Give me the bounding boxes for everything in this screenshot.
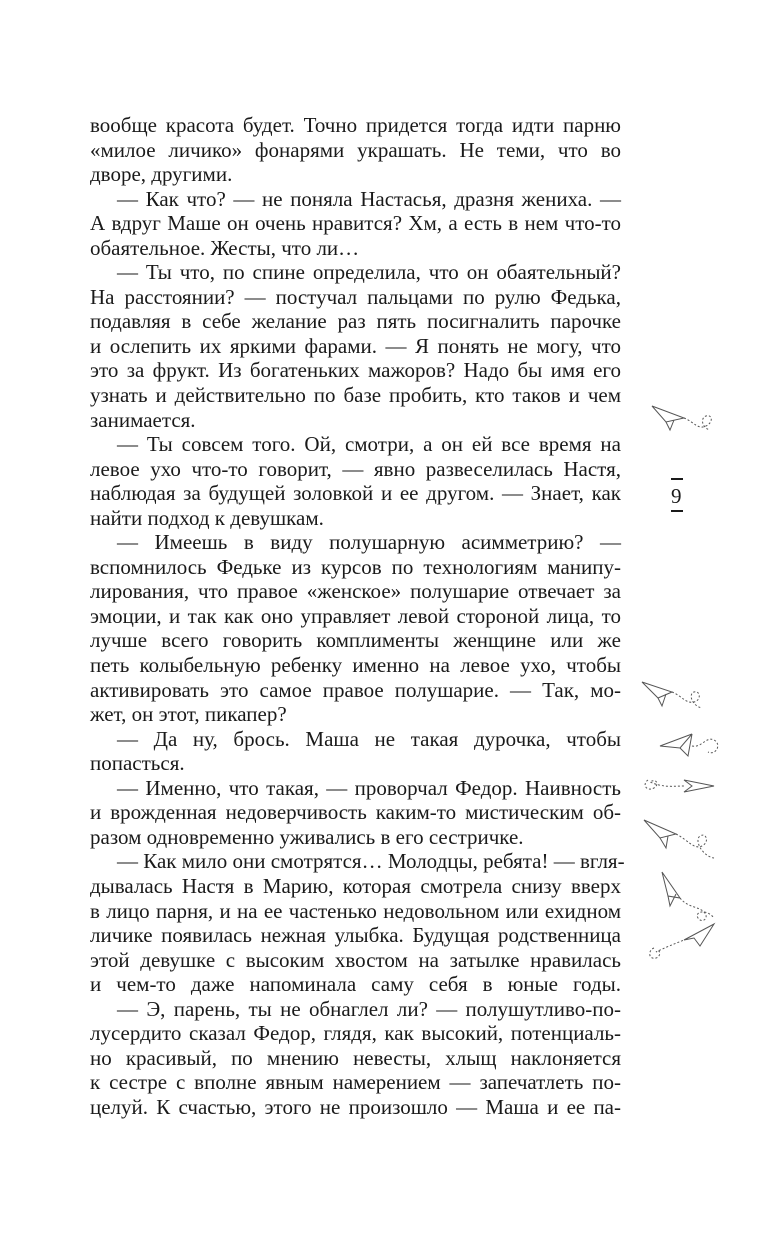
text-line: лирования, что правое «женское» полушарие отвечает за (90, 579, 621, 604)
text-line: — Э, парень, ты не обнаглел ли? — полушутливо-по- (117, 996, 621, 1021)
text-line: занимается. (90, 407, 196, 432)
text-line: «милое личико» фонарями украшать. Не теми, что во (90, 137, 621, 162)
text-line: — Ты что, по спине определила, что он обаятельный? (117, 260, 621, 285)
text-line: вообще красота будет. Точно придется тогда идти парню (90, 113, 621, 137)
text-line: — Да ну, брось. Маша не такая дурочка, чтобы (117, 726, 621, 751)
text-line: и ослепить их яркими фарами. — Я понять не могу, что (90, 333, 621, 358)
text-line: это за фрукт. Из богатеньких мажоров? Надо бы имя его (90, 358, 621, 383)
text-line: к сестре с вполне явным намерением — запечатлеть по- (90, 1070, 621, 1095)
paper-plane-icon (640, 816, 730, 866)
text-line: На расстоянии? — постучал пальцами по рулю Федька, (90, 284, 621, 309)
text-line: эмоции, и так как оно управляет левой стороной лица, то (90, 603, 621, 628)
text-line: этой девушке с высоким хвостом на затылке нравилась (90, 947, 621, 972)
text-line: разом одновременно уживались в его сестричке. (90, 824, 524, 849)
text-line: целуй. К счастью, этого не произошло — Маша и ее па- (90, 1094, 621, 1119)
text-line: и чем-то даже напоминала саму себя в юные годы. (90, 972, 621, 997)
paper-plane-icon (640, 772, 720, 802)
text-line: в лицо парня, и на ее частенько недовольном или ехидном (90, 898, 621, 923)
text-line: А вдруг Маше он очень нравится? Хм, а есть в нем что-то (90, 211, 621, 236)
text-line: лусердито сказал Федор, глядя, как высокий, потенциаль- (90, 1021, 621, 1046)
text-line: подавляя в себе желание раз пять посигналить парочке (90, 309, 621, 334)
text-line: — Как что? — не поняла Настасья, дразня жениха. — (117, 186, 621, 211)
page-body-text (90, 113, 625, 1119)
paper-plane-decorations (628, 0, 768, 1240)
paper-plane-icon (658, 728, 728, 764)
text-line: узнать и действительно по базе пробить, кто таков и чем (90, 383, 621, 408)
text-line: но красивый, по мнению невесты, хлыщ наклоняется (90, 1045, 621, 1070)
text-line: лучше всего говорить комплименты женщине или же (90, 628, 621, 653)
text-line: — Как мило они смотрятся… Молодцы, ребята! — вгля- (117, 849, 625, 874)
text-line: наблюдая за будущей золовкой и ее другом. — Знает, как (90, 481, 621, 506)
paper-plane-icon (640, 678, 720, 718)
text-line: левое ухо что-то говорит, — явно развеселилась Настя, (90, 456, 621, 481)
text-line: — Именно, что такая, — проворчал Федор. Наивность (117, 775, 621, 800)
paper-plane-icon (658, 868, 728, 928)
text-line: дывалась Настя в Марию, которая смотрела снизу вверх (90, 873, 621, 898)
paper-plane-icon (650, 400, 720, 440)
text-line: обаятельное. Жесты, что ли… (90, 235, 360, 260)
paper-plane-icon (644, 920, 724, 970)
text-line: дворе, другими. (90, 162, 233, 187)
text-line: найти подход к девушкам. (90, 505, 324, 530)
text-line: — Ты совсем того. Ой, смотри, а он ей все время на (117, 432, 621, 457)
text-line: личике появилась нежная улыбка. Будущая родственница (90, 923, 621, 948)
page-number-value: 9 (671, 484, 682, 508)
text-line: попасться. (90, 751, 185, 776)
text-line: жет, он этот, пикапер? (90, 702, 287, 727)
text-line: активировать это самое правое полушарие. — Так, мо- (90, 677, 621, 702)
text-line: и врожденная недоверчивость каким-то мистическим об- (90, 800, 621, 825)
text-line: петь колыбельную ребенку именно на левое ухо, чтобы (90, 653, 621, 678)
text-line: — Имеешь в виду полушарную асимметрию? — (117, 530, 621, 555)
text-line: вспомнилось Федьке из курсов по технологиям манипу- (90, 554, 621, 579)
